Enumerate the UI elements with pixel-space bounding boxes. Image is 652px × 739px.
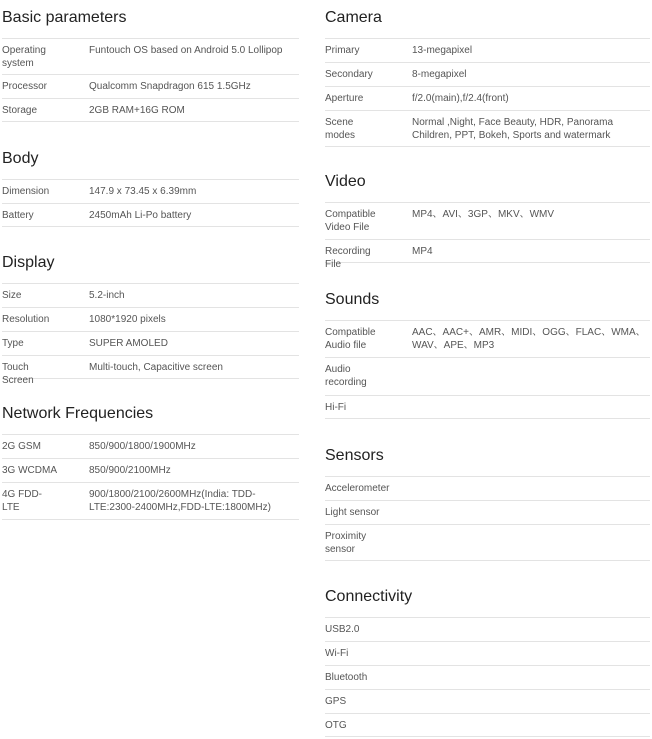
spec-value: 147.9 x 73.45 x 6.39mm — [89, 186, 197, 197]
spec-value: 900/1800/2100/2600MHz(India: TDD-LTE:2300-2400MHz,FDD-LTE:1800MHz) — [89, 489, 271, 513]
spec-row — [2, 458, 299, 482]
spec-value: 850/900/2100MHz — [89, 465, 171, 476]
spec-label: Touch Screen — [2, 362, 34, 386]
spec-row — [2, 283, 299, 307]
spec-label: 3G WCDMA — [2, 465, 57, 476]
section-title: Sounds — [325, 291, 380, 308]
section-sounds — [325, 290, 650, 419]
spec-label: Compatible Audio file — [325, 327, 376, 351]
spec-row — [325, 320, 650, 357]
spec-label: Primary — [325, 45, 360, 56]
spec-label: Hi-Fi — [325, 402, 347, 413]
section-connectivity — [325, 587, 650, 737]
spec-value: 5.2-inch — [89, 290, 125, 301]
spec-rows — [325, 476, 650, 561]
section-basic-parameters — [2, 8, 299, 122]
spec-row — [325, 239, 650, 270]
spec-row — [2, 331, 299, 355]
section-title: Video — [325, 173, 366, 190]
spec-row — [2, 203, 299, 227]
spec-label: Storage — [2, 105, 38, 116]
spec-row — [2, 98, 299, 122]
section-title: Basic parameters — [2, 9, 127, 26]
spec-value: 8-megapixel — [412, 69, 467, 80]
spec-row — [325, 357, 650, 395]
section-title: Body — [2, 150, 39, 167]
spec-value: Funtouch OS based on Android 5.0 Lollipop — [89, 45, 283, 56]
spec-label: GPS — [325, 696, 347, 707]
spec-row — [325, 665, 650, 689]
spec-label: USB2.0 — [325, 624, 360, 635]
spec-rows — [2, 283, 299, 386]
spec-row — [325, 713, 650, 737]
spec-value: f/2.0(main),f/2.4(front) — [412, 93, 509, 104]
spec-label: Scene modes — [325, 117, 356, 141]
spec-label: 2G GSM — [2, 441, 41, 452]
spec-value: 2GB RAM+16G ROM — [89, 105, 185, 116]
spec-row — [2, 434, 299, 458]
spec-rows — [2, 38, 299, 122]
spec-row — [325, 617, 650, 641]
spec-label: Light sensor — [325, 507, 380, 518]
spec-row — [325, 38, 650, 62]
section-camera — [325, 8, 650, 147]
spec-label: Operating system — [2, 45, 46, 69]
spec-value: 2450mAh Li-Po battery — [89, 210, 192, 221]
section-display — [2, 253, 299, 386]
section-title: Sensors — [325, 447, 384, 464]
spec-rows — [325, 202, 650, 270]
spec-label: Processor — [2, 81, 48, 92]
spec-row — [325, 500, 650, 524]
spec-label: 4G FDD-LTE — [2, 489, 42, 513]
spec-value: 13-megapixel — [412, 45, 473, 56]
spec-row — [325, 395, 650, 419]
spec-label: Resolution — [2, 314, 50, 325]
spec-row — [2, 38, 299, 74]
spec-label: Accelerometer — [325, 483, 390, 494]
spec-label: Bluetooth — [325, 672, 368, 683]
spec-rows — [2, 434, 299, 520]
spec-label: Wi-Fi — [325, 648, 349, 659]
spec-rows — [325, 320, 650, 419]
section-video — [325, 172, 650, 270]
spec-value: Multi-touch, Capacitive screen — [89, 362, 223, 373]
spec-label: Battery — [2, 210, 34, 221]
spec-value: SUPER AMOLED — [89, 338, 168, 349]
spec-label: Proximity sensor — [325, 531, 367, 555]
spec-row — [2, 179, 299, 203]
spec-value: 1080*1920 pixels — [89, 314, 166, 325]
section-sensors — [325, 446, 650, 561]
section-title: Network Frequencies — [2, 405, 154, 422]
spec-value: Qualcomm Snapdragon 615 1.5GHz — [89, 81, 251, 92]
spec-row — [325, 476, 650, 500]
section-network-frequencies — [2, 404, 299, 520]
section-title: Display — [2, 254, 55, 271]
spec-row — [325, 62, 650, 86]
spec-label: Size — [2, 290, 22, 301]
spec-rows — [325, 38, 650, 147]
spec-row — [2, 74, 299, 98]
spec-value: MP4、AVI、3GP、MKV、WMV — [412, 209, 555, 220]
spec-label: OTG — [325, 720, 347, 731]
spec-row — [325, 110, 650, 147]
spec-label: Audio recording — [325, 364, 367, 388]
spec-label: Aperture — [325, 93, 364, 104]
spec-row — [325, 524, 650, 561]
spec-row — [325, 86, 650, 110]
spec-row — [325, 689, 650, 713]
spec-row — [2, 355, 299, 386]
spec-value: 850/900/1800/1900MHz — [89, 441, 196, 452]
spec-label: Dimension — [2, 186, 50, 197]
section-body — [2, 149, 299, 227]
spec-row — [2, 482, 299, 520]
spec-row — [325, 641, 650, 665]
spec-value: MP4 — [412, 246, 433, 257]
spec-row — [2, 307, 299, 331]
spec-row — [325, 202, 650, 239]
spec-rows — [2, 179, 299, 227]
spec-label: Secondary — [325, 69, 373, 80]
spec-label: Compatible Video File — [325, 209, 376, 233]
spec-label: Recording File — [325, 246, 371, 270]
spec-rows — [325, 617, 650, 737]
spec-value: Normal ,Night, Face Beauty, HDR, Panorama Children, PPT, Bokeh, Sports and watermark — [412, 117, 614, 141]
spec-value: AAC、AAC+、AMR、MIDI、OGG、FLAC、WMA、WAV、APE、MP3 — [412, 327, 646, 351]
spec-label: Type — [2, 338, 24, 349]
section-title: Connectivity — [325, 588, 413, 605]
section-title: Camera — [325, 9, 382, 26]
